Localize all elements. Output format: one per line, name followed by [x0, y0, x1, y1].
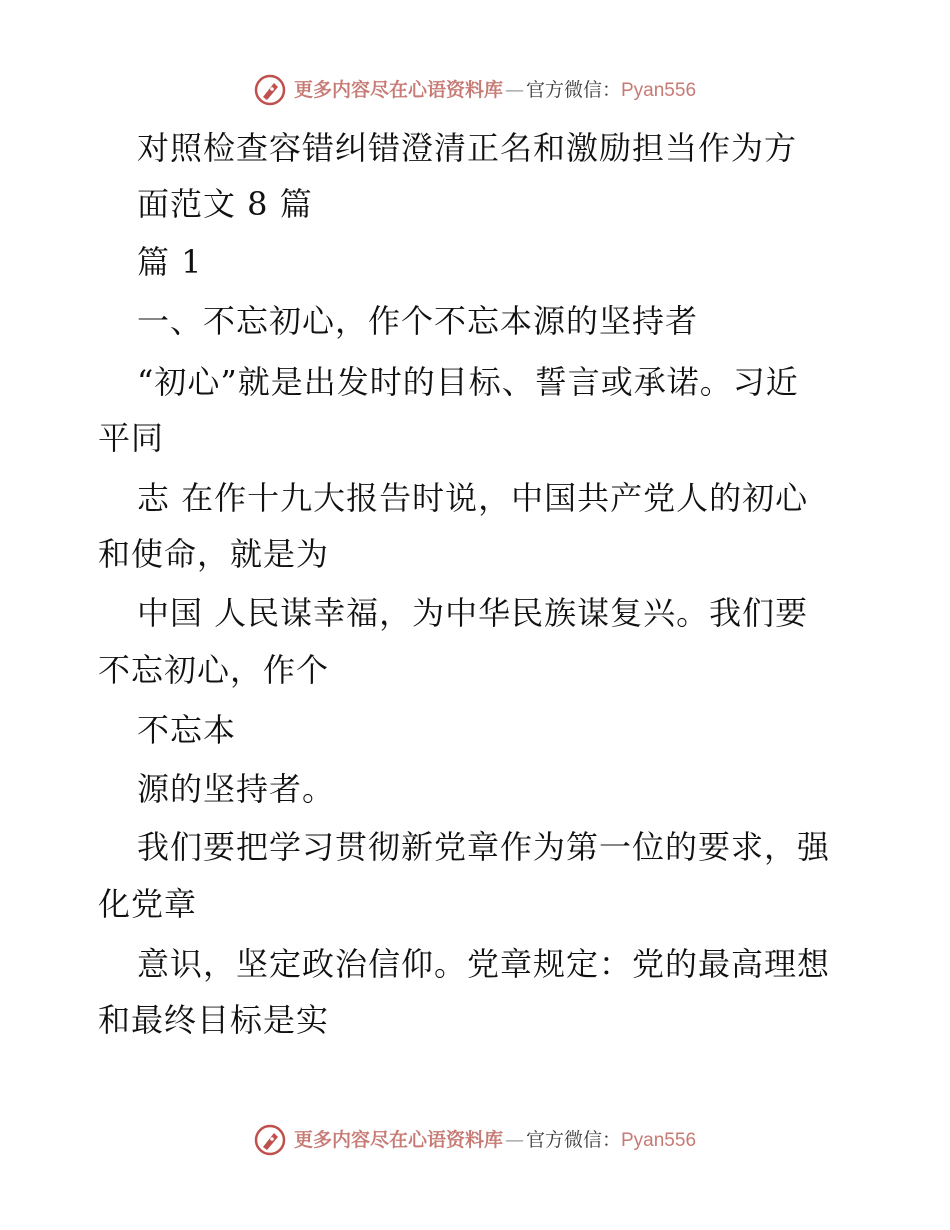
header-banner-separator: — — [504, 78, 524, 101]
header-banner-wechat-id: Pyan556 — [621, 79, 697, 101]
header-banner — [0, 70, 950, 110]
pen-nib-logo-icon — [254, 1124, 286, 1156]
paragraph-line: “初心”就是出发时的目标、誓言或承诺。习近 — [137, 363, 799, 401]
document-title-line-2: 面范文 8 篇 — [137, 185, 313, 223]
document-title-line-1: 对照检查容错纠错澄清正名和激励担当作为方 — [137, 129, 798, 167]
paragraph-line: 志 在作十九大报告时说，中国共产党人的初心 — [137, 479, 809, 517]
header-banner-main-text: 更多内容尽在心语资料库 — [293, 78, 503, 101]
subheading-1: 一、不忘初心，作个不忘本源的坚持者 — [137, 302, 699, 340]
pen-nib-logo-icon — [254, 74, 286, 106]
paragraph-line: 和使命，就是为 — [98, 535, 330, 573]
header-banner-wechat-label: 官方微信： — [525, 78, 621, 101]
header-banner-text — [293, 78, 697, 101]
paragraph-line: 不忘初心，作个 — [98, 651, 330, 689]
paragraph-line: 平同 — [98, 419, 165, 457]
paragraph-line: 中国 人民谋幸福，为中华民族谋复兴。我们要 — [137, 594, 809, 632]
paragraph-line: 意识，坚定政治信仰。党章规定：党的最高理想 — [137, 945, 831, 983]
footer-banner — [0, 1120, 950, 1160]
paragraph-line: 不忘本 — [137, 711, 237, 749]
footer-banner-wechat-id: Pyan556 — [621, 1129, 697, 1151]
paragraph-line: 和最终目标是实 — [98, 1001, 330, 1039]
paragraph-line: 化党章 — [98, 885, 198, 923]
footer-banner-main-text: 更多内容尽在心语资料库 — [293, 1128, 503, 1151]
section-heading: 篇 1 — [137, 243, 203, 281]
footer-banner-text — [293, 1128, 697, 1151]
paragraph-line: 源的坚持者。 — [137, 770, 336, 808]
footer-banner-wechat-label: 官方微信： — [525, 1128, 621, 1151]
paragraph-line: 我们要把学习贯彻新党章作为第一位的要求，强 — [137, 828, 831, 866]
footer-banner-separator: — — [504, 1128, 524, 1151]
